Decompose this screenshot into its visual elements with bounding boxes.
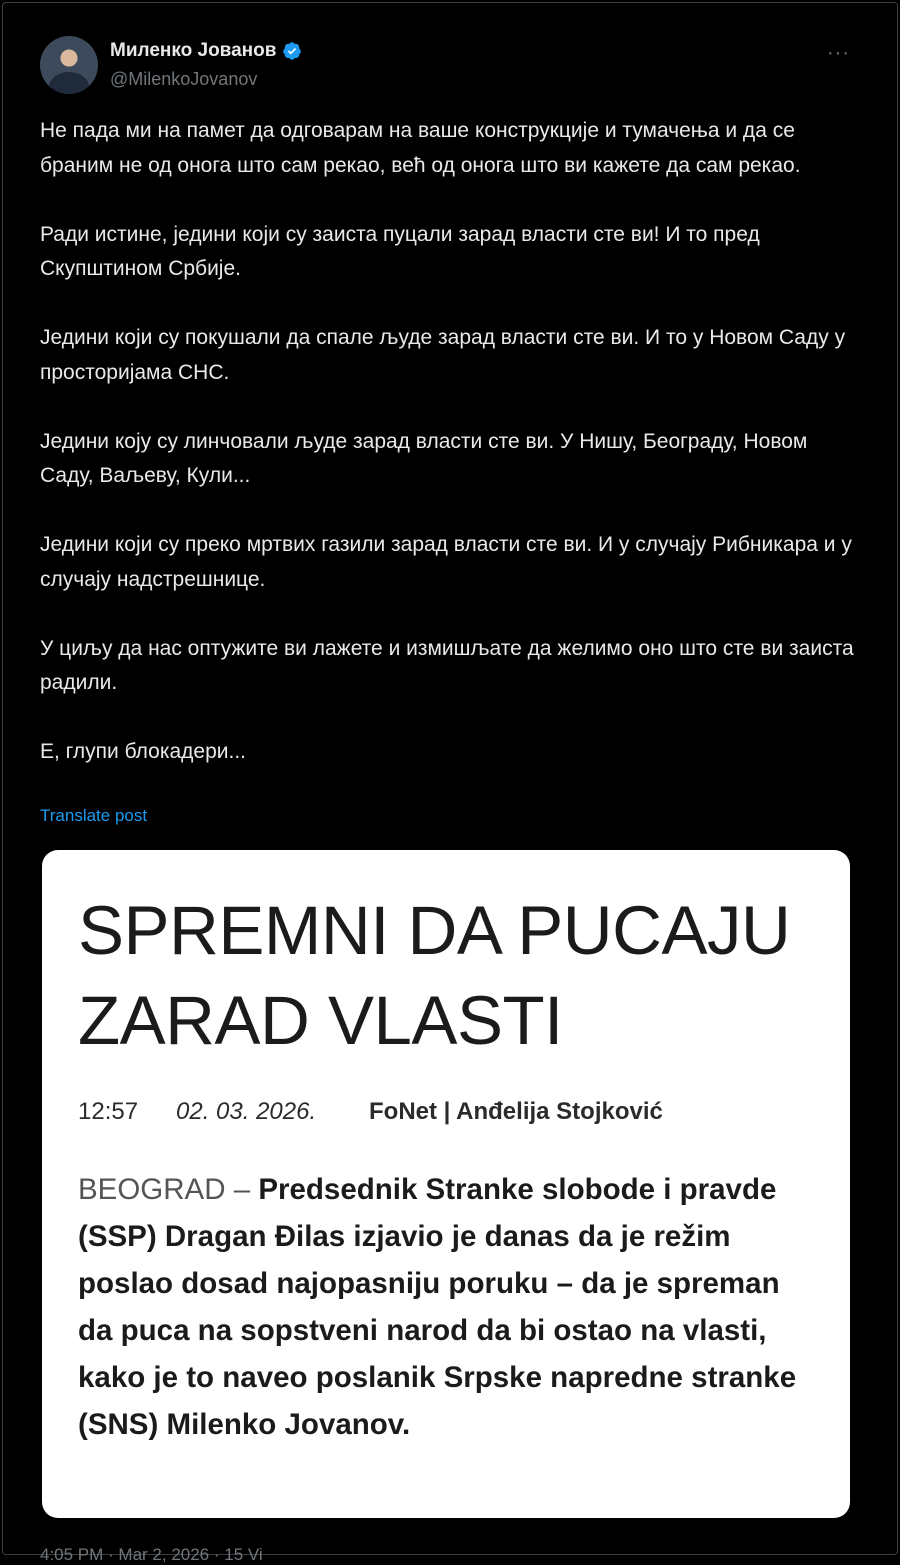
post-paragraph: Једини коју су линчовали људе зарад власти сте ви. У Нишу, Београду, Новом Саду, Ваљеву, Кули... <box>40 429 808 487</box>
article-time: 12:57 <box>78 1098 139 1125</box>
attached-image[interactable] <box>42 850 850 1518</box>
article-source: FoNet | Anđelija Stojković <box>369 1098 663 1125</box>
author-display-name[interactable]: Миленко Јованов <box>110 40 277 61</box>
post-paragraph: У циљу да нас оптужите ви лажете и измишљате да желимо оно што сте ви заиста радили. <box>40 636 854 694</box>
post-paragraph: Једини који су преко мртвих газили зарад власти сте ви. И у случају Рибникара и у случају надстрешнице. <box>40 533 852 591</box>
post-text <box>40 114 860 770</box>
verified-badge-icon <box>282 41 302 61</box>
article-dateline: BEOGRAD – <box>78 1173 259 1206</box>
post-timestamp[interactable]: 4:05 PM · Mar 2, 2026 · 15 Vi <box>40 1545 263 1564</box>
post-paragraph: Не пада ми на памет да одговарам на ваше конструкције и тумачења и да се браним не од онога што сам рекао, већ од онога што ви кажете да сам рекао. <box>40 119 801 177</box>
article-headline: SPREMNI DA PUCAJU ZARAD VLASTI <box>78 892 791 1059</box>
article-date: 02. 03. 2026. <box>176 1098 317 1125</box>
article-lead-text: Predsednik Stranke slobode i pravde (SSP) Dragan Đilas izjavio je danas da je režim poslao dosad najopasniju poruku – da je spreman da puca na sopstveni narod da bi ostao na vlasti, kako je to naveo poslanik Srpske napredne stranke (SNS) Milenko Jovanov. <box>78 1173 797 1441</box>
post-paragraph: Е, глупи блокадери... <box>40 740 246 763</box>
article-meta <box>78 1098 663 1126</box>
translate-post-link[interactable]: Translate post <box>40 806 148 825</box>
author-name-row[interactable] <box>110 40 302 62</box>
author-handle[interactable]: @MilenkoJovanov <box>110 69 258 89</box>
avatar[interactable] <box>40 36 98 94</box>
post-paragraph: Једини који су покушали да спале људе зарад власти сте ви. И то у Новом Саду у просторијама СНС. <box>40 326 846 384</box>
post-paragraph: Ради истине, једини који су заиста пуцали зарад власти сте ви! И то пред Скупштином Србије. <box>40 222 760 280</box>
article-lead <box>78 1166 818 1448</box>
post-header <box>40 36 860 96</box>
more-options-icon[interactable]: ··· <box>827 42 850 64</box>
